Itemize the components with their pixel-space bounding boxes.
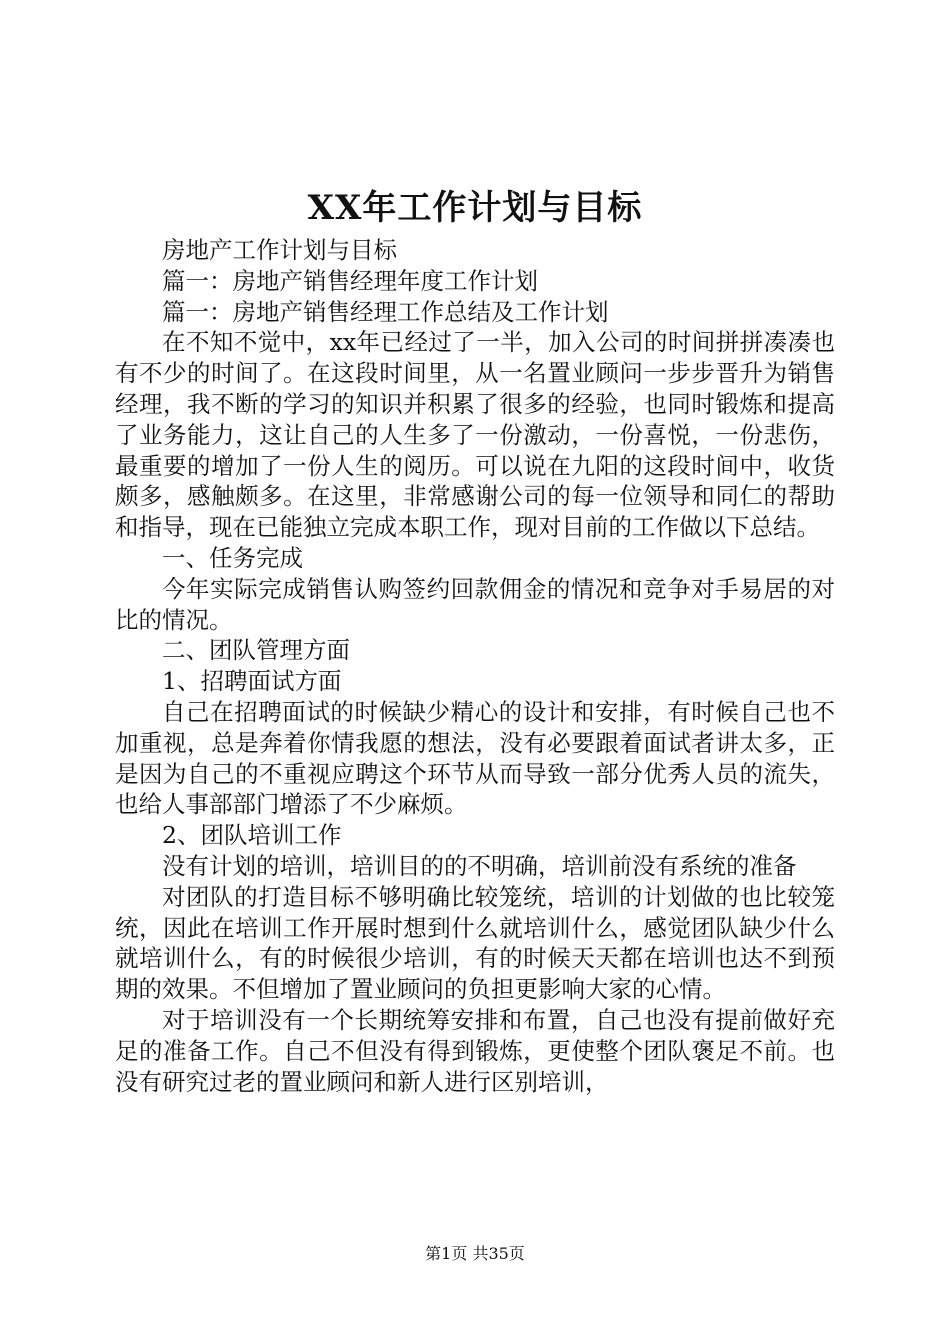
document-title: XX年工作计划与目标 [307, 188, 643, 228]
paragraph-subtitle: 房地产工作计划与目标 [162, 236, 397, 264]
document-body [115, 235, 835, 1097]
paragraph-intro: 在不知不觉中，xx年已经过了一半，加入公司的时间拼拼凑凑也有不少的时间了。在这段时间里，从一名置业顾问一步步晋升为销售经理，我不断的学习的知识并积累了很多的经验，也同时锻炼和提高了业务能力，这让自己的人生多了一份激动，一份喜悦，一份悲伤，最重要的增加了一份人生的阅历。可以说在九阳的这段时间中，收货颇多，感触颇多。在这里，非常感谢公司的每一位领导和同仁的帮助和指导，现在已能独立完成本职工作，现对目前的工作做以下总结。 [115, 328, 835, 542]
paragraph: 自己在招聘面试的时候缺少精心的设计和安排，有时候自己也不加重视，总是奔着你情我愿的想法，没有必要跟着面试者讲太多，正是因为自己的不重视应聘这个环节从而导致一部分优秀人员的流失，也给人事部部门增添了不少麻烦。 [115, 697, 835, 819]
paragraph-chapter-heading: 篇一：房地产销售经理工作总结及工作计划 [162, 297, 609, 326]
paragraph: 对团队的打造目标不够明确比较笼统，培训的计划做的也比较笼统，因此在培训工作开展时想到什么就培训什么，感觉团队缺少什么就培训什么，有的时候很少培训，有的时候天天都在培训也达不到预期的效果。不但增加了置业顾问的负担更影响大家的心情。 [115, 882, 835, 1004]
section-heading: 二、团队管理方面 [162, 636, 350, 665]
subsection-heading: 1、招聘面试方面 [162, 667, 342, 696]
paragraph: 今年实际完成销售认购签约回款佣金的情况和竞争对手易居的对比的情况。 [115, 574, 835, 634]
section-heading: 一、任务完成 [162, 543, 303, 572]
paragraph-chapter-heading: 篇一：房地产销售经理年度工作计划 [162, 266, 538, 295]
subsection-heading: 2、团队培训工作 [162, 821, 342, 850]
paragraph: 对于培训没有一个长期统筹安排和布置，自己也没有提前做好充足的准备工作。自己不但没有得到锻炼，更使整个团队褒足不前。也没有研究过老的置业顾问和新人进行区别培训， [115, 1005, 835, 1096]
paragraph: 没有计划的培训，培训目的的不明确，培训前没有系统的准备 [162, 851, 797, 880]
page-number-footer: 第1页 共35页 [425, 1244, 525, 1263]
